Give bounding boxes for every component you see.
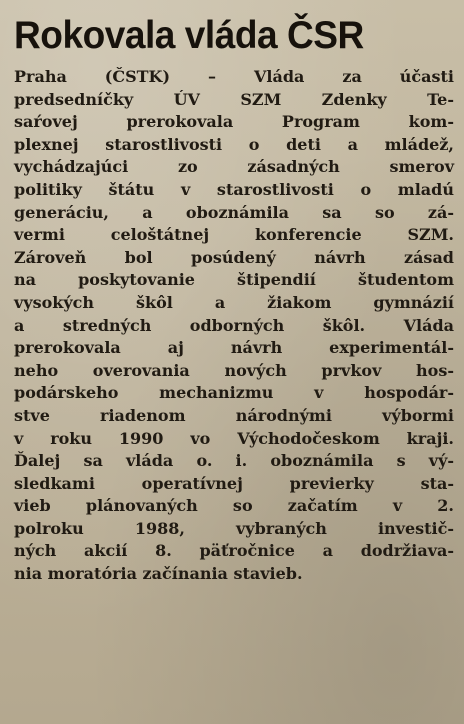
article-line: saŕovej prerokovala Program kom- xyxy=(14,112,454,132)
article-line: vychádzajúci zo zásadných smerov xyxy=(14,157,454,177)
article-line: ných akcií 8. päťročnice a dodržiava- xyxy=(14,541,454,561)
article-line: Ďalej sa vláda o. i. oboznámila s vý- xyxy=(14,451,454,471)
article-line: polroku 1988, vybraných investič- xyxy=(14,518,454,538)
article-body xyxy=(14,66,454,586)
article-line: a stredných odborných škôl. Vláda xyxy=(14,315,454,335)
article-line: Zároveň bol posúdený návrh zásad xyxy=(14,247,454,267)
article-line: stve riadenom národnými výbormi xyxy=(14,405,454,425)
article-line: neho overovania nových prvkov hos- xyxy=(14,360,454,380)
article-line: podárskeho mechanizmu v hospodár- xyxy=(14,383,454,403)
article-line: politiky štátu v starostlivosti o mladú xyxy=(14,179,454,199)
article-line: predsedníčky ÚV SZM Zdenky Te- xyxy=(14,89,454,109)
article-line: vermi celoštátnej konferencie SZM. xyxy=(14,225,454,245)
article-headline: Rokovala vláda ČSR xyxy=(14,14,364,57)
article-line: vysokých škôl a žiakom gymnázií xyxy=(14,292,454,312)
article-line: prerokovala aj návrh experimentál- xyxy=(14,338,454,358)
article-line: v roku 1990 vo Východočeskom kraji. xyxy=(14,428,454,448)
article-line: Praha (ČSTK) – Vláda za účasti xyxy=(14,67,454,86)
article-line: generáciu, a oboznámila sa so zá- xyxy=(14,202,454,222)
article-line: nia moratória začínania stavieb. xyxy=(14,564,303,584)
article-line: na poskytovanie štipendií študentom xyxy=(14,270,454,290)
article-line: vieb plánovaných so začatím v 2. xyxy=(14,496,454,516)
article-line: sledkami operatívnej previerky sta- xyxy=(14,473,454,493)
article-line: plexnej starostlivosti o deti a mládež, xyxy=(14,134,454,154)
